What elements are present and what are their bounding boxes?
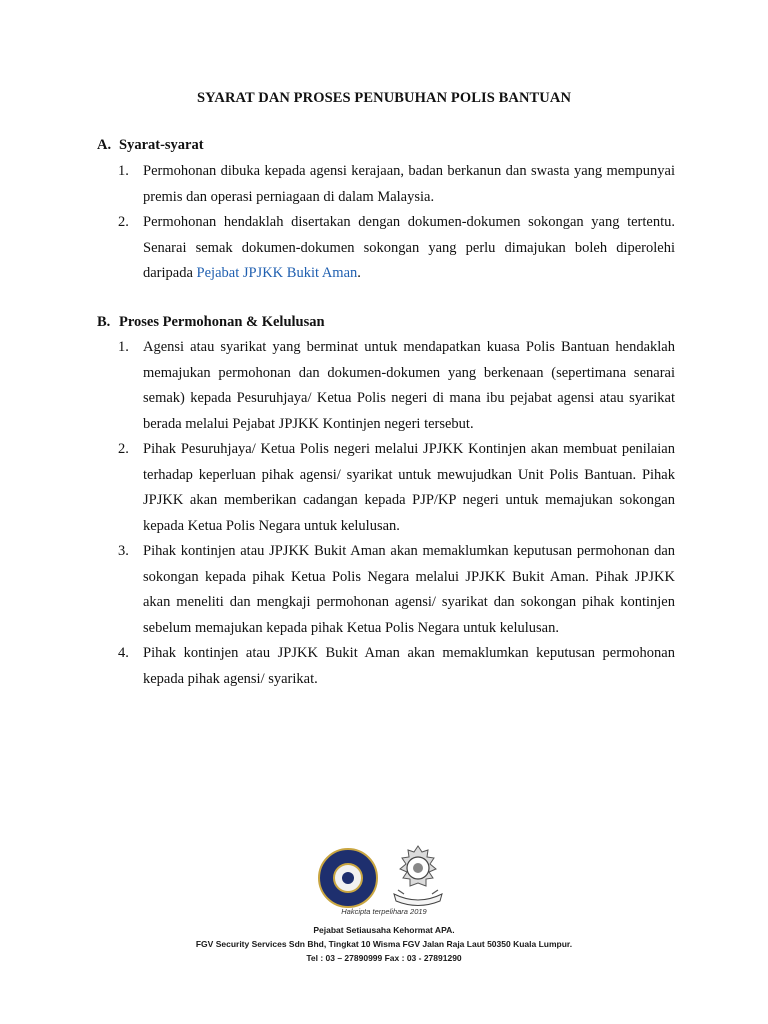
list-item [118, 159, 675, 210]
section-a-list [118, 159, 675, 287]
list-item-text: Agensi atau syarikat yang berminat untuk mendapatkan kuasa Polis Bantuan hendaklah memajukan permohonan dan dokumen-dokumen yang berkenaan (sepertimana senarai semak) kepada Pesuruhjaya/ Ketua Polis negeri di mana ibu pejabat agensi atau syarikat berada melalui Pejabat JPJKK Kontinjen negeri tersebut. [143, 339, 675, 432]
list-item [118, 641, 675, 692]
section-b-heading [97, 314, 325, 331]
section-a-title: Syarat-syarat [119, 137, 204, 153]
document-title: SYARAT DAN PROSES PENUBUHAN POLIS BANTUAN [196, 90, 572, 106]
list-item-text: Pihak kontinjen atau JPJKK Bukit Aman akan memaklumkan keputusan permohonan dan sokongan kepada pihak Ketua Polis Negara melalui JPJKK Bukit Aman. Pihak JPJKK akan meneliti dan mengkaji permohonan agensi/ syarikat dan sokongan pihak kontinjen sebelum memajukan kepada pihak Ketua Polis Negara untuk kelulusan. [143, 543, 675, 636]
list-item-number: 3. [118, 543, 129, 559]
list-item-number: 1. [118, 339, 129, 355]
footer-logos [316, 844, 456, 910]
list-item [118, 335, 675, 437]
list-item-text: Permohonan hendaklah disertakan dengan dokumen-dokumen sokongan yang tertentu. Senarai semak dokumen-dokumen sokongan yang perlu dimajukan boleh diperolehi daripada [143, 214, 675, 281]
list-item [118, 437, 675, 539]
list-item [118, 210, 675, 287]
association-emblem-icon [318, 848, 378, 908]
list-item-number: 4. [118, 645, 129, 661]
list-item [118, 539, 675, 641]
list-item-text: Pihak Pesuruhjaya/ Ketua Polis negeri melalui JPJKK Kontinjen akan membuat penilaian terhadap keperluan pihak agensi/ syarikat untuk mewujudkan Unit Polis Bantuan. Pihak JPJKK akan memberikan cadangan kepada PJP/KP negeri untuk memajukan sokongan kepada Ketua Polis Negara untuk kelulusan. [143, 441, 675, 534]
footer-office-name: Pejabat Setiausaha Kehormat APA. [313, 925, 455, 935]
section-b-list [118, 335, 675, 692]
list-item-number: 2. [118, 441, 129, 457]
section-a-letter: A. [97, 137, 112, 153]
section-a-heading [97, 137, 204, 154]
list-item-text-end: . [357, 265, 361, 281]
copyright-text: Hakcipta terpelihara 2019 [341, 907, 427, 916]
section-b-title: Proses Permohonan & Kelulusan [119, 314, 325, 330]
section-b-letter: B. [97, 314, 111, 330]
footer-contact: Tel : 03 – 27890999 Fax : 03 - 27891290 [306, 953, 462, 963]
police-crest-icon [388, 844, 448, 910]
list-item-text: Pihak kontinjen atau JPJKK Bukit Aman akan memaklumkan keputusan permohonan kepada pihak agensi/ syarikat. [143, 645, 675, 687]
footer-address: FGV Security Services Sdn Bhd, Tingkat 10 Wisma FGV Jalan Raja Laut 50350 Kuala Lumpur. [195, 939, 573, 949]
jpjkk-bukit-aman-link[interactable]: Pejabat JPJKK Bukit Aman [196, 265, 358, 281]
list-item-number: 1. [118, 163, 129, 179]
list-item-text: Permohonan dibuka kepada agensi kerajaan, badan berkanun dan swasta yang mempunyai premis dan operasi perniagaan di dalam Malaysia. [143, 163, 675, 205]
list-item-number: 2. [118, 214, 129, 230]
